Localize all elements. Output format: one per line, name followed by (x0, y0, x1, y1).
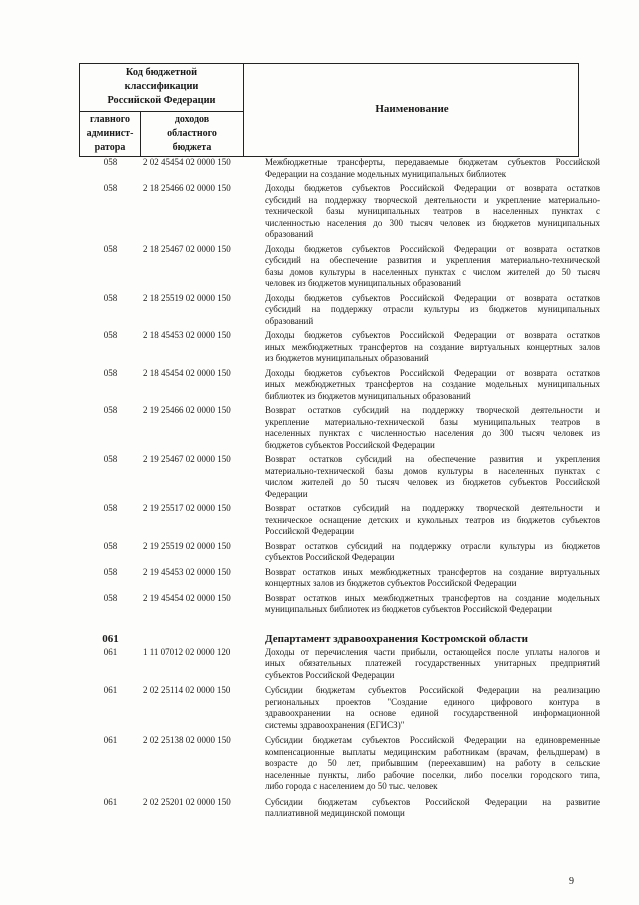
name-line: субсидий на обеспечение развития и укрепления материально-технической (265, 255, 600, 265)
table-row (79, 540, 600, 564)
admin-code: 058 (103, 540, 118, 551)
income-name (265, 735, 600, 793)
name-line: субъектов Российской Федерации (265, 552, 395, 562)
income-code: 2 19 45454 02 0000 150 (143, 592, 231, 603)
name-line: Возврат остатков субсидий на поддержку отрасли культуры из бюджетов (265, 540, 600, 551)
name-line: Возврат остатков иных межбюджетных трансфертов на создание модельных (265, 592, 600, 603)
name-line: материально-технической базы домов культуры в населенных пунктах с (265, 465, 600, 476)
admin-code: 058 (103, 330, 118, 340)
admin-code: 058 (103, 292, 118, 303)
income-code: 2 02 25114 02 0000 150 (143, 685, 231, 695)
name-line: Доходы бюджетов субъектов Российской Федерации от возврата остатков (265, 292, 600, 303)
admin-code: 061 (103, 735, 118, 745)
name-line: паллиативной медицинской помощи (265, 808, 405, 818)
admin-code: 058 (103, 367, 118, 378)
income-code: 2 19 25517 02 0000 150 (143, 503, 231, 513)
income-name (265, 797, 600, 820)
name-line: системы здравоохранения (ЕГИСЗ)" (265, 719, 405, 730)
income-code: 2 18 25467 02 0000 150 (143, 243, 231, 254)
income-name (265, 368, 600, 403)
name-line: субъектов Российской Федерации (265, 669, 395, 680)
name-line: образований (265, 315, 314, 326)
income-name (265, 685, 600, 731)
table-row (79, 566, 600, 590)
section-admin-code: 061 (102, 632, 119, 645)
income-code: 2 02 45454 02 0000 150 (143, 157, 231, 167)
admin-code: 058 (103, 503, 118, 513)
income-code: 2 19 25466 02 0000 150 (143, 405, 231, 415)
admin-code: 058 (103, 592, 118, 603)
section-title: Департамент здравоохранения Костромской области (265, 632, 528, 645)
name-line: населенные пункты, либо рабочие поселки, либо поселки городского типа, (265, 769, 600, 780)
name-line: иных обязательных платежей государственных унитарных предприятий (265, 658, 600, 668)
income-code: 2 02 25138 02 0000 150 (143, 735, 231, 745)
name-line: Субсидии бюджетам субъектов Российской Федерации на реализацию (265, 685, 600, 695)
table-row (79, 330, 600, 365)
name-line: Российской Федерации (265, 526, 355, 536)
admin-code: 058 (103, 405, 118, 415)
name-line: муниципальных библиотек из бюджетов субъектов Российской Федерации (265, 604, 552, 614)
income-name (265, 454, 600, 500)
name-line: Возврат остатков субсидий на поддержку творческой деятельности и (265, 503, 600, 513)
name-line: компенсационные выплаты медицинским работникам (врачам, фельдшерам) в (265, 746, 600, 757)
name-line: субсидий на поддержку творческой деятельности и укрепление материально- (265, 194, 600, 205)
name-line: Возврат остатков субсидий на поддержку творческой деятельности и (265, 405, 600, 415)
income-code: 2 18 45454 02 0000 150 (143, 367, 231, 378)
table-row (79, 405, 600, 451)
table-header (79, 63, 579, 157)
table-body (79, 157, 600, 820)
name-line: населенных пунктах с численностью населения до 300 тысяч человек из (265, 428, 600, 438)
table-row (79, 243, 600, 290)
admin-code: 061 (103, 685, 118, 695)
name-line: Доходы от перечисления части прибыли, остающейся после уплаты налогов и (265, 646, 600, 657)
name-line: Субсидии бюджетам субъектов Российской Федерации на развитие (265, 796, 600, 807)
name-line: укрепление материально-технической базы муниципальных театров в (265, 416, 600, 427)
name-line: образований (265, 229, 314, 239)
admin-code: 058 (103, 566, 118, 577)
income-code: 1 11 07012 02 0000 120 (143, 646, 231, 657)
table-row (79, 735, 600, 793)
name-line: субсидий на поддержку отрасли культуры из бюджетов муниципальных (265, 304, 600, 314)
income-name (265, 567, 600, 590)
name-line: Доходы бюджетов субъектов Российской Федерации от возврата остатков (265, 330, 600, 340)
page-number: 9 (569, 876, 574, 887)
income-name (265, 405, 600, 451)
table-row (79, 796, 600, 820)
income-name (265, 541, 600, 564)
name-line: Доходы бюджетов субъектов Российской Федерации от возврата остатков (265, 183, 600, 193)
name-line: Доходы бюджетов субъектов Российской Федерации от возврата остатков (265, 367, 600, 378)
admin-code: 058 (103, 454, 118, 464)
section-heading (79, 632, 589, 646)
table-row (79, 503, 600, 538)
income-name (265, 157, 600, 180)
table-row (79, 592, 600, 616)
income-name (265, 293, 600, 328)
table-row (79, 454, 600, 500)
header-code-classification: Код бюджетной классификации Российской Федерации (107, 67, 216, 106)
name-line: бюджетов субъектов Российской Федерации (265, 439, 435, 450)
income-name (265, 244, 600, 290)
name-line: Федерации на создание модельных муниципальных библиотек (265, 168, 507, 179)
table-row (79, 685, 600, 731)
name-line: из бюджетов муниципальных образований (265, 353, 429, 363)
name-line: здравоохранении на основе единой государственной информационной (265, 708, 600, 718)
name-line: иных межбюджетных трансфертов на создание виртуальных концертных залов (265, 341, 600, 352)
name-line: технической базы муниципальных театров в населенных пунктах с (265, 206, 600, 216)
table-row (79, 367, 600, 403)
name-line: Возврат остатков субсидий на обеспечение развития и укрепления (265, 454, 600, 464)
name-line: Межбюджетные трансферты, передаваемые бюджетам субъектов Российской (265, 157, 600, 167)
name-line: численностью населения до 300 тысяч человек из бюджетов муниципальных (265, 217, 600, 228)
header-main-administrator: главного админист- ратора (86, 114, 134, 153)
income-name (265, 647, 600, 682)
name-line: иных межбюджетных трансфертов на создание модельных муниципальных (265, 379, 600, 389)
admin-code: 061 (103, 796, 118, 807)
name-line: Федерации (265, 488, 308, 499)
name-line: Возврат остатков иных межбюджетных трансфертов на создание виртуальных (265, 566, 600, 577)
income-code: 2 19 25519 02 0000 150 (143, 540, 231, 551)
name-line: региональных проектов "Создание единого цифрового контура в (265, 696, 600, 707)
admin-code: 058 (103, 183, 118, 193)
header-regional-income: доходов областного бюджета (167, 114, 217, 153)
name-line: Доходы бюджетов субъектов Российской Федерации от возврата остатков (265, 243, 600, 254)
name-line: числом жителей до 50 тысяч человек из бюджетов субъектов Российской (265, 477, 600, 487)
admin-code: 061 (103, 646, 118, 657)
income-name (265, 330, 600, 365)
table-row (79, 646, 600, 682)
income-name (265, 593, 600, 616)
admin-code: 058 (103, 243, 118, 254)
income-code: 2 18 25466 02 0000 150 (143, 183, 231, 193)
table-row (79, 183, 600, 241)
name-line: библиотек из бюджетов муниципальных образований (265, 390, 471, 401)
header-name: Наименование (375, 103, 449, 115)
table-row (79, 292, 600, 328)
name-line: либо города с населением до 50 тыс. человек (265, 781, 438, 791)
name-line: Субсидии бюджетам субъектов Российской Федерации на единовременные (265, 735, 600, 745)
table-row (79, 157, 600, 180)
income-name (265, 503, 600, 538)
income-name (265, 183, 600, 241)
name-line: концертных залов из бюджетов субъектов Российской Федерации (265, 578, 517, 588)
name-line: техническое оснащение детских и кукольных театров из бюджетов субъектов (265, 514, 600, 525)
income-code: 2 19 45453 02 0000 150 (143, 566, 231, 577)
income-code: 2 02 25201 02 0000 150 (143, 796, 231, 807)
admin-code: 058 (103, 157, 118, 167)
income-code: 2 19 25467 02 0000 150 (143, 454, 231, 464)
name-line: человек из бюджетов муниципальных образований (265, 278, 461, 288)
name-line: базы домов культуры в населенных пунктах с числом жителей до 50 тысяч (265, 266, 600, 277)
income-code: 2 18 45453 02 0000 150 (143, 330, 231, 340)
income-code: 2 18 25519 02 0000 150 (143, 292, 231, 303)
name-line: возрасте до 50 лет, прибывшим (переехавшим) на работу в сельские (265, 758, 600, 768)
